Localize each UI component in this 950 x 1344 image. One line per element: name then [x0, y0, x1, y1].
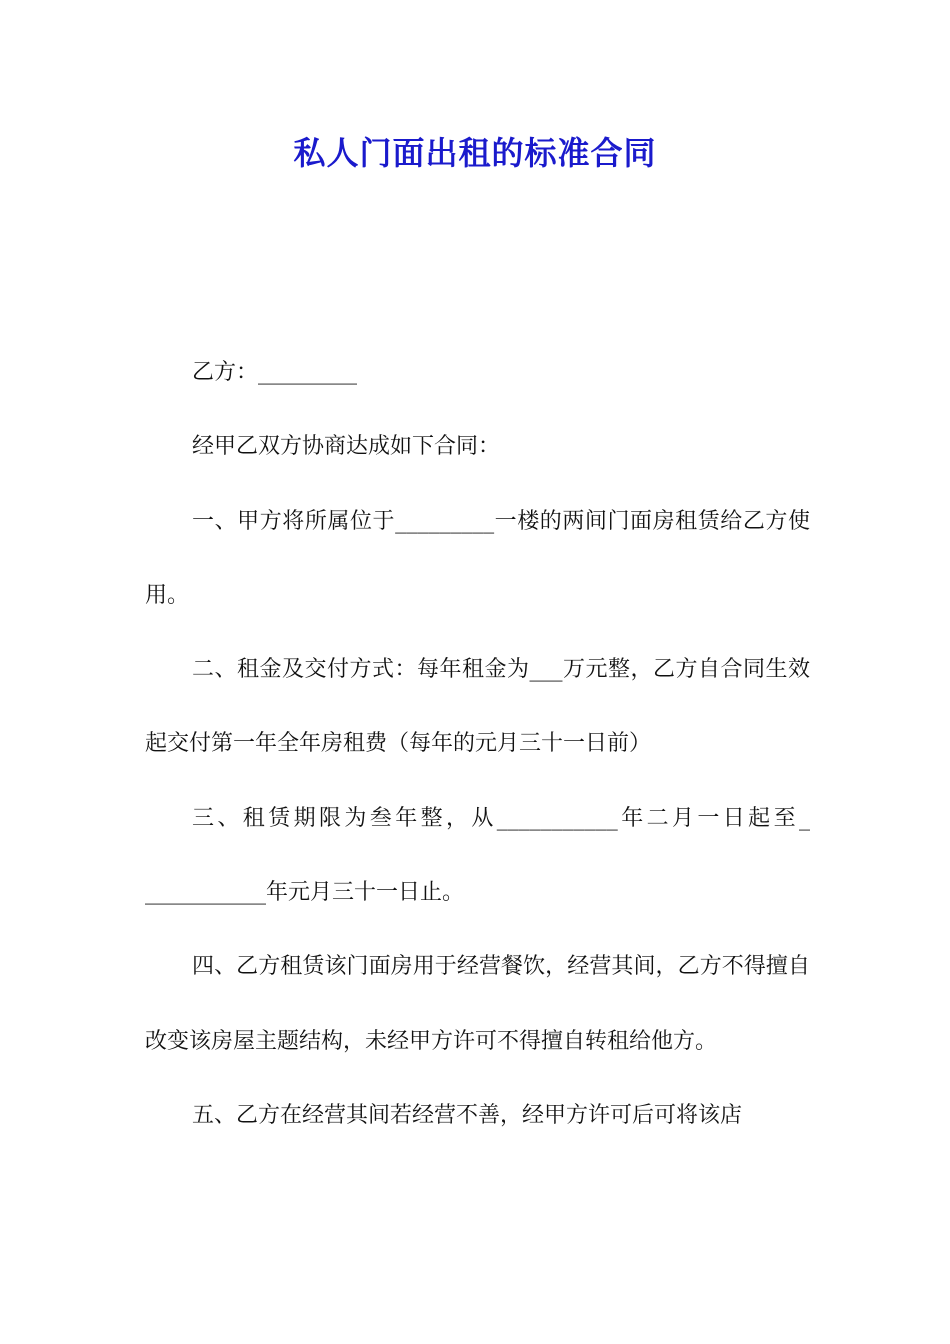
document-title: 私人门面出租的标准合同	[293, 134, 657, 172]
clause-4: 四、乙方租赁该门面房用于经营餐饮，经营其间，乙方不得擅自改变该房屋主题结构，未经甲方许可不得擅自转租给他方。	[145, 954, 810, 1054]
clause-5: 五、乙方在经营其间若经营不善，经甲方许可后可将该店	[192, 1102, 743, 1128]
clause-1: 一、甲方将所属位于_________一楼的两间门面房租赁给乙方使用。	[145, 508, 810, 608]
clause-3: 三、租赁期限为叁年整，从___________年二月一日起至_ ___________年元月三十一日止。	[145, 805, 810, 906]
document-body	[145, 336, 810, 1153]
agreement-intro: 经甲乙双方协商达成如下合同：	[192, 434, 501, 460]
clause-2: 二、租金及交付方式：每年租金为___万元整，乙方自合同生效起交付第一年全年房租费（每年的元月三十一日前）	[145, 657, 810, 757]
party-b-line: 乙方：_________	[192, 360, 358, 385]
